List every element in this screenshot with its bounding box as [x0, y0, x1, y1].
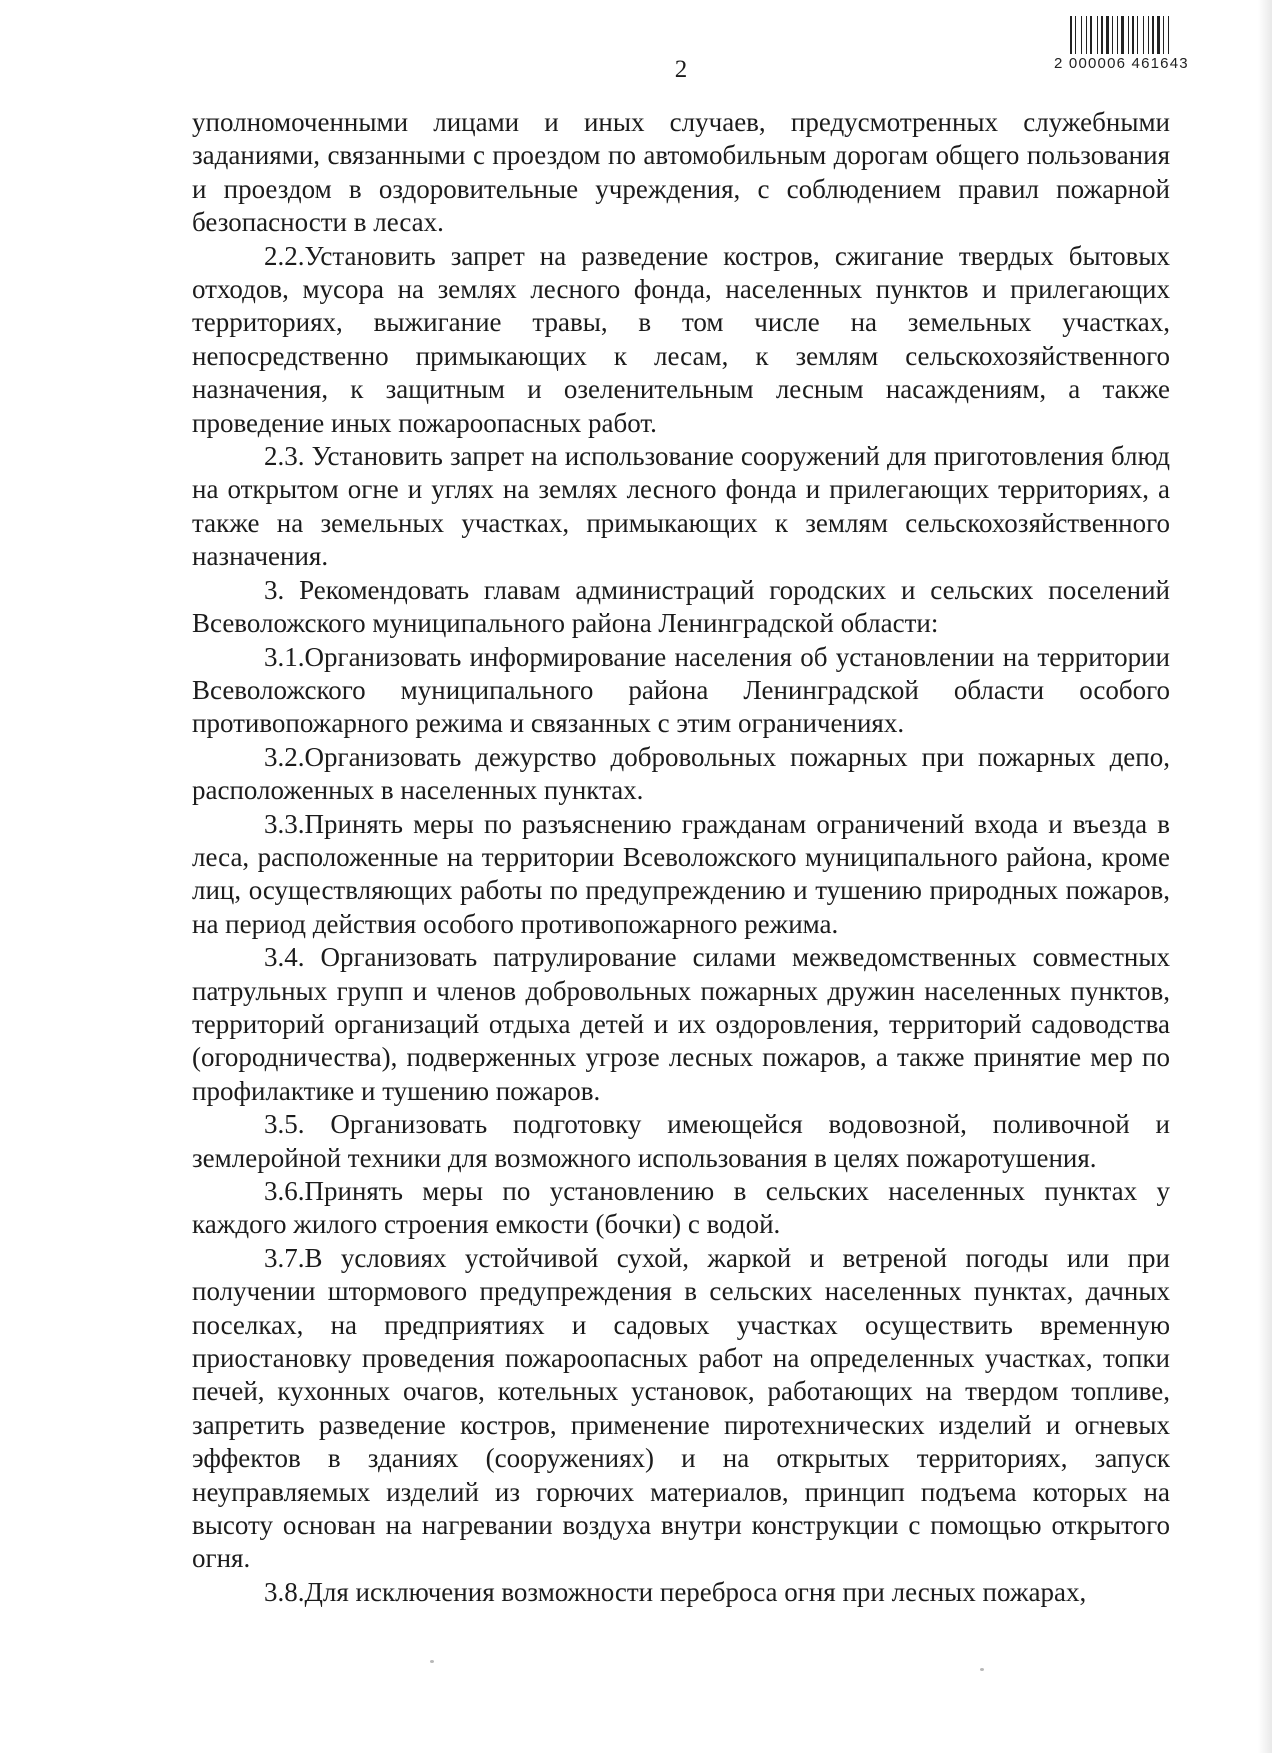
page-edge-shadow — [1258, 0, 1272, 1753]
barcode-bar — [1114, 16, 1116, 54]
barcode-number: 2 000006 461643 — [1054, 55, 1189, 72]
barcode-bar — [1143, 16, 1144, 54]
page-number: 2 — [674, 56, 688, 83]
barcode-bar — [1137, 16, 1138, 54]
barcode-bar — [1163, 16, 1164, 54]
barcode-bar — [1132, 16, 1134, 54]
paragraph-3: 3. Рекомендовать главам администраций городских и сельских поселений Всеволожского муниципального района Ленинградской области: — [192, 574, 1170, 639]
barcode-bar — [1139, 16, 1142, 54]
barcode-bar — [1090, 16, 1092, 54]
barcode-bar — [1157, 16, 1160, 54]
barcode-bar — [1075, 16, 1076, 54]
barcode-bar — [1086, 16, 1087, 54]
document-body — [192, 106, 1170, 1609]
paragraph-3-7: 3.7.В условиях устойчивой сухой, жаркой и ветреной погоды или при получении штормового предупреждения в сельских населенных пунктах, дачных поселках, на предприятиях и садовых участках осуществить временную приостановку проведения пожароопасных работ на определенных участках, топки печей, кухонных очагов, котельных установок, работающих на твердом топливе, запретить разведение костров, применение пиротехнических изделий и огневых эффектов в зданиях (сооружениях) и на открытых территориях, запуск неуправляемых изделий из горючих материалов, принцип подъема которых на высоту основан на нагревании воздуха внутри конструкции с помощью открытого огня. — [192, 1242, 1170, 1574]
barcode-bar — [1130, 16, 1131, 54]
barcode-bar — [1097, 16, 1098, 54]
paragraph-3-1: 3.1.Организовать информирование населения об установлении на территории Всеволожского муниципального района Ленинградской области особого противопожарного режима и связанных с этим ограничениях. — [192, 641, 1170, 739]
paragraph-3-4: 3.4. Организовать патрулирование силами межведомственных совместных патрульных групп и членов добровольных пожарных дружин населенных пунктов, территорий организаций отдыха детей и их оздоровления, территорий садоводства (огородничества), подверженных угрозе лесных пожаров, а также принятие мер по профилактике и тушению пожаров. — [192, 942, 1170, 1106]
barcode-bar — [1170, 16, 1171, 54]
barcode-bar — [1106, 16, 1109, 54]
paragraph-2-2: 2.2.Установить запрет на разведение костров, сжигание твердых бытовых отходов, мусора на землях лесного фонда, населенных пунктов и прилегающих территориях, выжигание травы, в том числе на земельных участках, непосредственно примыкающих к лесам, к землям сельскохозяйственного назначения, к защитным и озеленительным лесным насаждениям, а также проведение иных пожароопасных работ. — [192, 240, 1170, 438]
paragraph-3-2: 3.2.Организовать дежурство добровольных пожарных при пожарных депо, расположенных в населенных пунктах. — [192, 741, 1170, 806]
barcode-bar — [1119, 16, 1120, 54]
barcode — [1054, 16, 1220, 76]
barcode-bar — [1165, 16, 1167, 54]
barcode-bar — [1145, 16, 1147, 54]
paragraph-3-8: 3.8.Для исключения возможности переброса огня при лесных пожарах, — [264, 1576, 1087, 1607]
barcode-bar — [1135, 16, 1136, 54]
barcode-bar — [1083, 16, 1085, 54]
scan-speck — [980, 1668, 984, 1671]
barcode-bar — [1101, 16, 1103, 54]
barcode-bars — [1054, 16, 1220, 54]
paragraph-2-3: 2.3. Установить запрет на использование сооружений для приготовления блюд на открытом огне и углях на землях лесного фонда и прилегающих территориях, а также на земельных участках, примыкающих к землям сельскохозяйственного назначения. — [192, 441, 1170, 572]
barcode-bar — [1121, 16, 1124, 54]
scan-speck — [430, 1660, 434, 1663]
paragraph-3-3: 3.3.Принять меры по разъяснению гражданам ограничений входа и въезда в леса, расположенные на территории Всеволожского муниципального района, кроме лиц, осуществляющих работы по предупреждению и тушению природных пожаров, на период действия особого противопожарного режима. — [192, 808, 1170, 939]
barcode-bar — [1110, 16, 1111, 54]
barcode-bar — [1081, 16, 1082, 54]
barcode-bar — [1099, 16, 1100, 54]
barcode-bar — [1093, 16, 1096, 54]
barcode-bar — [1077, 16, 1080, 54]
barcode-bar — [1161, 16, 1162, 54]
paragraph-3-5: 3.5. Организовать подготовку имеющейся водовозной, поливочной и землеройной техники для возможного использования в целях пожаротушения. — [192, 1109, 1170, 1173]
paragraph-continuation: уполномоченными лицами и иных случаев, предусмотренных служебными заданиями, связанными с проездом по автомобильным дорогам общего пользования и проездом в оздоровительные учреждения, с соблюдением правил пожарной безопасности в лесах. — [192, 107, 1170, 238]
barcode-bar — [1155, 16, 1156, 54]
barcode-bar — [1112, 16, 1113, 54]
barcode-bar — [1117, 16, 1118, 54]
paragraph-3-6: 3.6.Принять меры по установлению в сельских населенных пунктах у каждого жилого строения емкости (бочки) с водой. — [192, 1176, 1170, 1240]
barcode-bar — [1125, 16, 1127, 54]
barcode-bar — [1088, 16, 1089, 54]
barcode-bar — [1073, 16, 1074, 54]
barcode-bar — [1104, 16, 1105, 54]
barcode-bar — [1148, 16, 1149, 54]
barcode-bar — [1150, 16, 1151, 54]
barcode-bar — [1152, 16, 1154, 54]
barcode-bar — [1070, 16, 1072, 54]
barcode-bar — [1168, 16, 1169, 54]
barcode-bar — [1128, 16, 1129, 54]
